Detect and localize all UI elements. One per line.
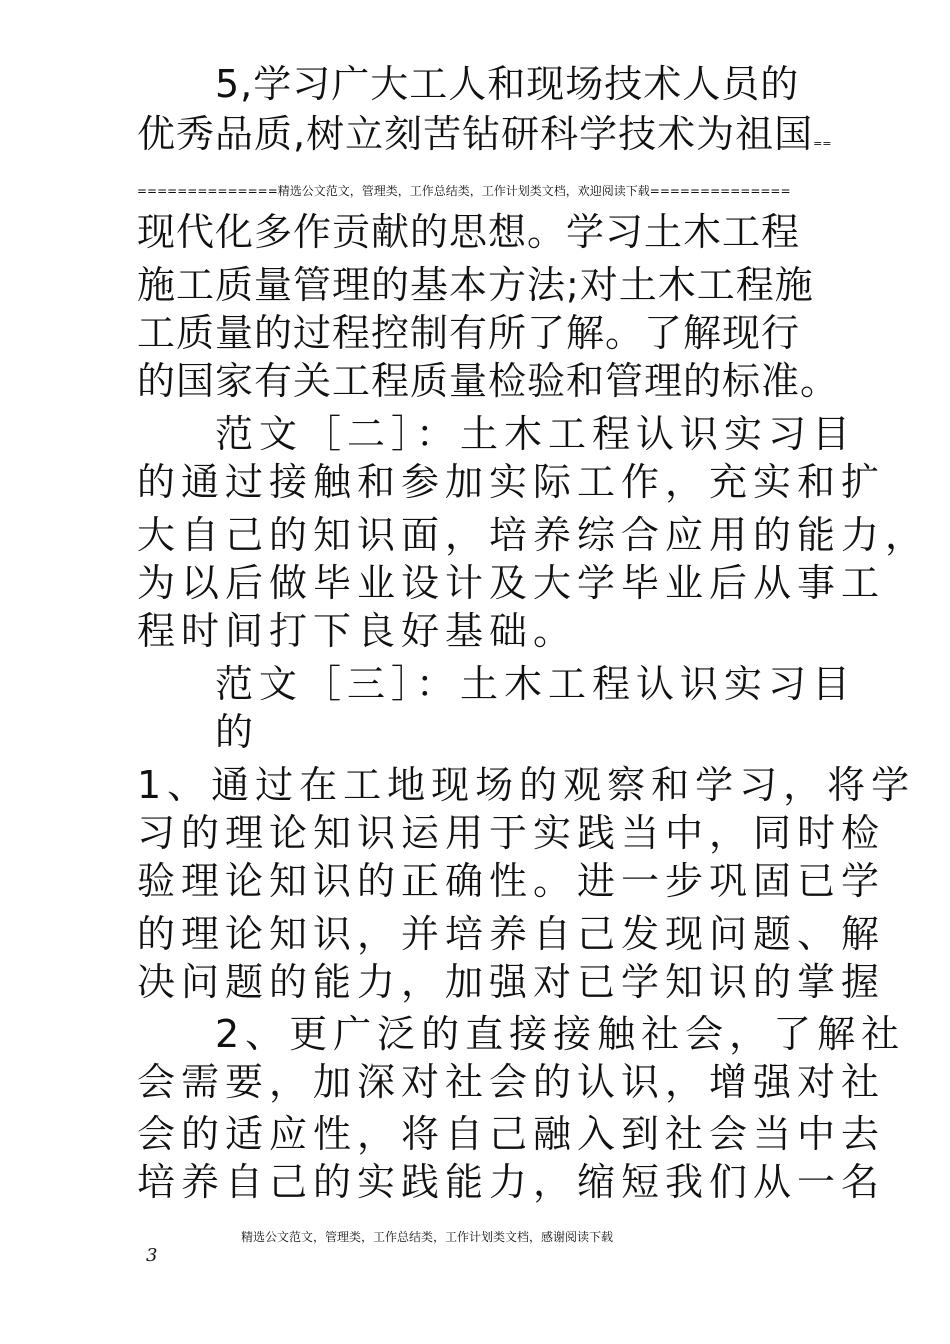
section-heading xyxy=(215,708,915,756)
line-text: 会的适应性，将自己融入到社会当中去 xyxy=(137,1112,886,1156)
line-text: 范文［二］：土木工程认识实习目 xyxy=(215,412,857,456)
body-line xyxy=(137,607,837,655)
line-text: 习的理论知识运用于实践当中，同时检 xyxy=(137,811,886,855)
body-line xyxy=(137,261,837,309)
body-line xyxy=(215,1010,915,1058)
line-text: 会需要，加深对社会的认识，增强对社 xyxy=(137,1060,886,1104)
line-text: 培养自己的实践能力，缩短我们从一名 xyxy=(137,1160,886,1204)
body-line xyxy=(137,1158,886,1206)
line-text: 范文［三］：土木工程认识实习目 xyxy=(215,662,857,706)
section-heading xyxy=(215,410,915,458)
section-heading xyxy=(215,660,915,708)
body-line xyxy=(137,958,886,1006)
body-line xyxy=(137,208,837,256)
line-text: 验理论知识的正确性。进一步巩固已学 xyxy=(137,859,886,903)
header-banner: ==============精选公文范文，管理类，工作总结类，工作计划类文档，欢迎阅读下载============== xyxy=(137,184,791,198)
body-line xyxy=(137,110,837,168)
body-line xyxy=(137,761,916,809)
body-line xyxy=(137,458,886,506)
body-line xyxy=(137,511,930,559)
page-number: 3 xyxy=(146,1245,158,1266)
line-text: 现代化多作贡献的思想。学习土木工程 xyxy=(137,210,801,254)
line-text: 工质量的过程控制有所了解。了解现行 xyxy=(137,311,801,355)
body-line xyxy=(137,1058,886,1106)
body-line xyxy=(137,910,886,958)
body-line xyxy=(215,60,915,108)
body-line xyxy=(137,809,886,857)
body-line xyxy=(137,357,840,405)
line-text: 的理论知识，并培养自己发现问题、解 xyxy=(137,912,886,956)
line-text: 大自己的知识面，培养综合应用的能力， xyxy=(137,513,930,557)
body-line xyxy=(137,857,886,905)
line-text: 的 xyxy=(215,710,260,754)
body-line xyxy=(137,1110,886,1158)
line-text: 程时间打下良好基础。 xyxy=(137,609,578,653)
line-end-marker: == xyxy=(813,137,832,150)
line-text: 决问题的能力，加强对已学知识的掌握 xyxy=(137,960,886,1004)
line-text: 的通过接触和参加实际工作，充实和扩 xyxy=(137,460,886,504)
line-text: 为以后做毕业设计及大学毕业后从事工 xyxy=(137,561,886,605)
line-text: 优秀品质,树立刻苦钻研科学技术为祖国 xyxy=(137,112,814,156)
body-line xyxy=(137,559,886,607)
line-text: 1、通过在工地现场的观察和学习，将学 xyxy=(137,763,916,807)
body-line xyxy=(137,309,837,357)
footer-note: 精选公文范文，管理类，工作总结类，工作计划类文档，感谢阅读下载 xyxy=(241,1230,614,1244)
line-text: 5,学习广大工人和现场技术人员的 xyxy=(215,62,800,106)
line-text: 的国家有关工程质量检验和管理的标准。 xyxy=(137,359,840,403)
line-text: 2、更广泛的直接接触社会，了解社 xyxy=(215,1012,906,1056)
line-text: 施工质量管理的基本方法;对土木工程施 xyxy=(137,263,814,307)
